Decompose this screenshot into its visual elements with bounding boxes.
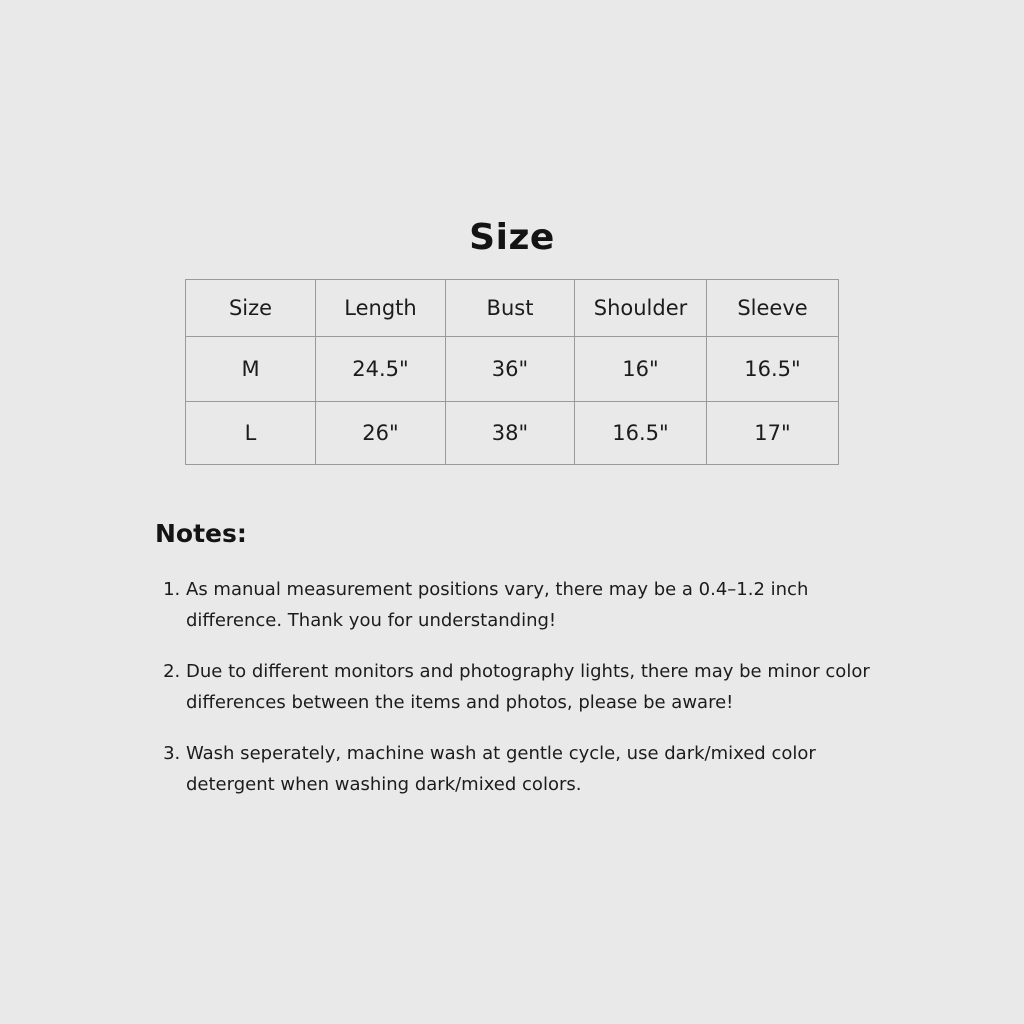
header-length: Length bbox=[316, 280, 446, 337]
table-row bbox=[186, 402, 839, 465]
note-number: 3. bbox=[163, 743, 181, 764]
cell-size: M bbox=[186, 337, 316, 402]
list-item bbox=[155, 738, 895, 800]
cell-size: L bbox=[186, 402, 316, 465]
note-text: As manual measurement positions vary, there may be a 0.4–1.2 inch difference. Thank you for understanding! bbox=[186, 579, 809, 631]
header-bust: Bust bbox=[446, 280, 575, 337]
note-text: Due to different monitors and photography lights, there may be minor color differences between the items and photos, please be aware! bbox=[186, 661, 870, 713]
table-row bbox=[186, 337, 839, 402]
cell-length: 24.5" bbox=[316, 337, 446, 402]
cell-bust: 36" bbox=[446, 337, 575, 402]
header-sleeve: Sleeve bbox=[707, 280, 839, 337]
notes-list bbox=[155, 574, 895, 800]
cell-sleeve: 17" bbox=[707, 402, 839, 465]
cell-length: 26" bbox=[316, 402, 446, 465]
cell-shoulder: 16" bbox=[575, 337, 707, 402]
page-title: Size bbox=[469, 217, 555, 258]
note-number: 2. bbox=[163, 661, 181, 682]
list-item bbox=[155, 574, 895, 636]
cell-bust: 38" bbox=[446, 402, 575, 465]
header-size: Size bbox=[186, 280, 316, 337]
cell-shoulder: 16.5" bbox=[575, 402, 707, 465]
cell-sleeve: 16.5" bbox=[707, 337, 839, 402]
size-table bbox=[185, 279, 839, 465]
header-shoulder: Shoulder bbox=[575, 280, 707, 337]
notes-heading: Notes: bbox=[155, 519, 247, 548]
note-text: Wash seperately, machine wash at gentle cycle, use dark/mixed color detergent when washing dark/mixed colors. bbox=[186, 743, 816, 795]
list-item bbox=[155, 656, 895, 718]
note-number: 1. bbox=[163, 579, 181, 600]
table-header-row bbox=[186, 280, 839, 337]
